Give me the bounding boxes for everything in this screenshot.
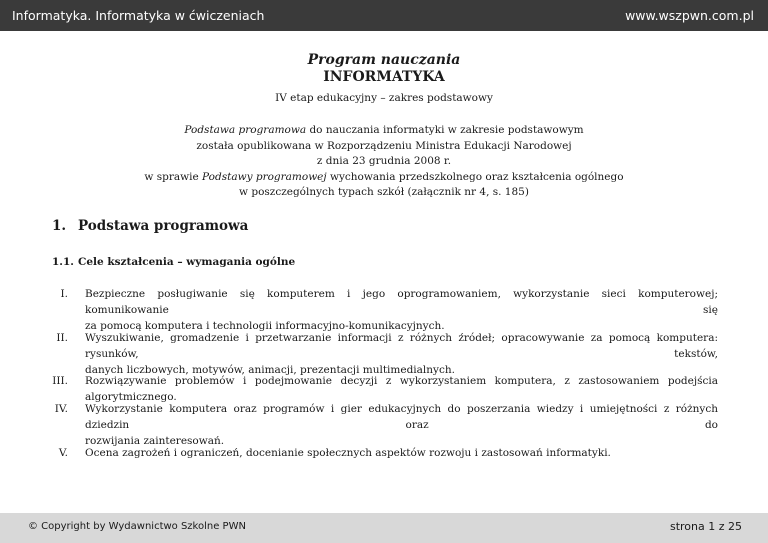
subsection-heading bbox=[52, 256, 295, 268]
section-heading bbox=[52, 218, 248, 234]
basis-text-1: do nauczania informatyki w zakresie podstawowym bbox=[306, 124, 584, 136]
goal-number: IV. bbox=[54, 403, 68, 415]
footer-copyright: © Copyright by Wydawnictwo Szkolne PWN bbox=[28, 521, 246, 532]
basis-line-5: w poszczególnych typach szkół (załącznik nr 4, s. 185) bbox=[239, 186, 529, 199]
basis-line-2: została opublikowana w Rozporządzeniu Ministra Edukacji Narodowej bbox=[196, 139, 572, 152]
document-subtitle: INFORMATYKA bbox=[323, 69, 445, 85]
goal-line: danych liczbowych, motywów, animacji, prezentacji multimedialnych. bbox=[85, 363, 455, 376]
footer-bar bbox=[0, 513, 768, 543]
page-number: strona 1 z 25 bbox=[669, 520, 742, 533]
document-title: Program nauczania bbox=[307, 52, 461, 68]
basis-italic-1: Podstawa programowa bbox=[184, 124, 307, 136]
subsection-title: Cele kształcenia – wymagania ogólne bbox=[78, 256, 296, 268]
basis-line-1 bbox=[0, 123, 768, 139]
basis-italic-4: Podstawy programowej bbox=[202, 170, 327, 183]
goal-line: Bezpieczne posługiwanie się komputerem i jego oprogramowaniem, wykorzystanie sieci komputerowej; komunikowanie się bbox=[85, 288, 718, 316]
goal-text bbox=[85, 402, 718, 449]
goal-text bbox=[85, 331, 718, 378]
goal-text bbox=[85, 374, 718, 406]
goal-line: Ocena zagrożeń i ograniczeń, docenianie społecznych aspektów rozwoju i zastosowań informatyki. bbox=[85, 447, 611, 459]
basis-text-4a: w sprawie bbox=[144, 170, 203, 183]
goal-number: V. bbox=[58, 447, 68, 459]
goal-line: Wyszukiwanie, gromadzenie i przetwarzanie informacji z różnych źródeł; opracowywanie za pomocą komputera: rysunków, tekstów, bbox=[85, 332, 718, 360]
goal-line: za pomocą komputera i technologii informacyjno-komunikacyjnych. bbox=[85, 319, 445, 332]
goal-text bbox=[85, 287, 718, 334]
section-number: 1. bbox=[52, 218, 67, 234]
goal-number: II. bbox=[56, 332, 68, 344]
legal-basis bbox=[0, 123, 768, 201]
header-bar bbox=[0, 0, 768, 31]
subsection-number: 1.1. bbox=[52, 256, 74, 268]
basis-line-3: z dnia 23 grudnia 2008 r. bbox=[316, 155, 452, 168]
education-stage: IV etap edukacyjny – zakres podstawowy bbox=[275, 92, 493, 104]
goal-line: Wykorzystanie komputera oraz programów i gier edukacyjnych do poszerzania wiedzy i umiejętności z różnych dziedzin oraz do bbox=[85, 403, 718, 431]
goal-line: Rozwiązywanie problemów i podejmowanie decyzji z wykorzystaniem komputera, z zastosowaniem podejścia algorytmicznego. bbox=[85, 375, 718, 403]
goal-number: III. bbox=[52, 375, 68, 387]
goal-text bbox=[85, 446, 718, 462]
section-title: Podstawa programowa bbox=[78, 218, 249, 234]
basis-line-4 bbox=[0, 170, 768, 186]
basis-text-4b: wychowania przedszkolnego oraz kształcenia ogólnego bbox=[326, 170, 624, 183]
goal-line: rozwijania zainteresowań. bbox=[85, 434, 225, 447]
header-title: Informatyka. Informatyka w ćwiczeniach bbox=[12, 8, 265, 23]
goal-number: I. bbox=[60, 288, 68, 300]
header-website: www.wszpwn.com.pl bbox=[625, 8, 754, 23]
